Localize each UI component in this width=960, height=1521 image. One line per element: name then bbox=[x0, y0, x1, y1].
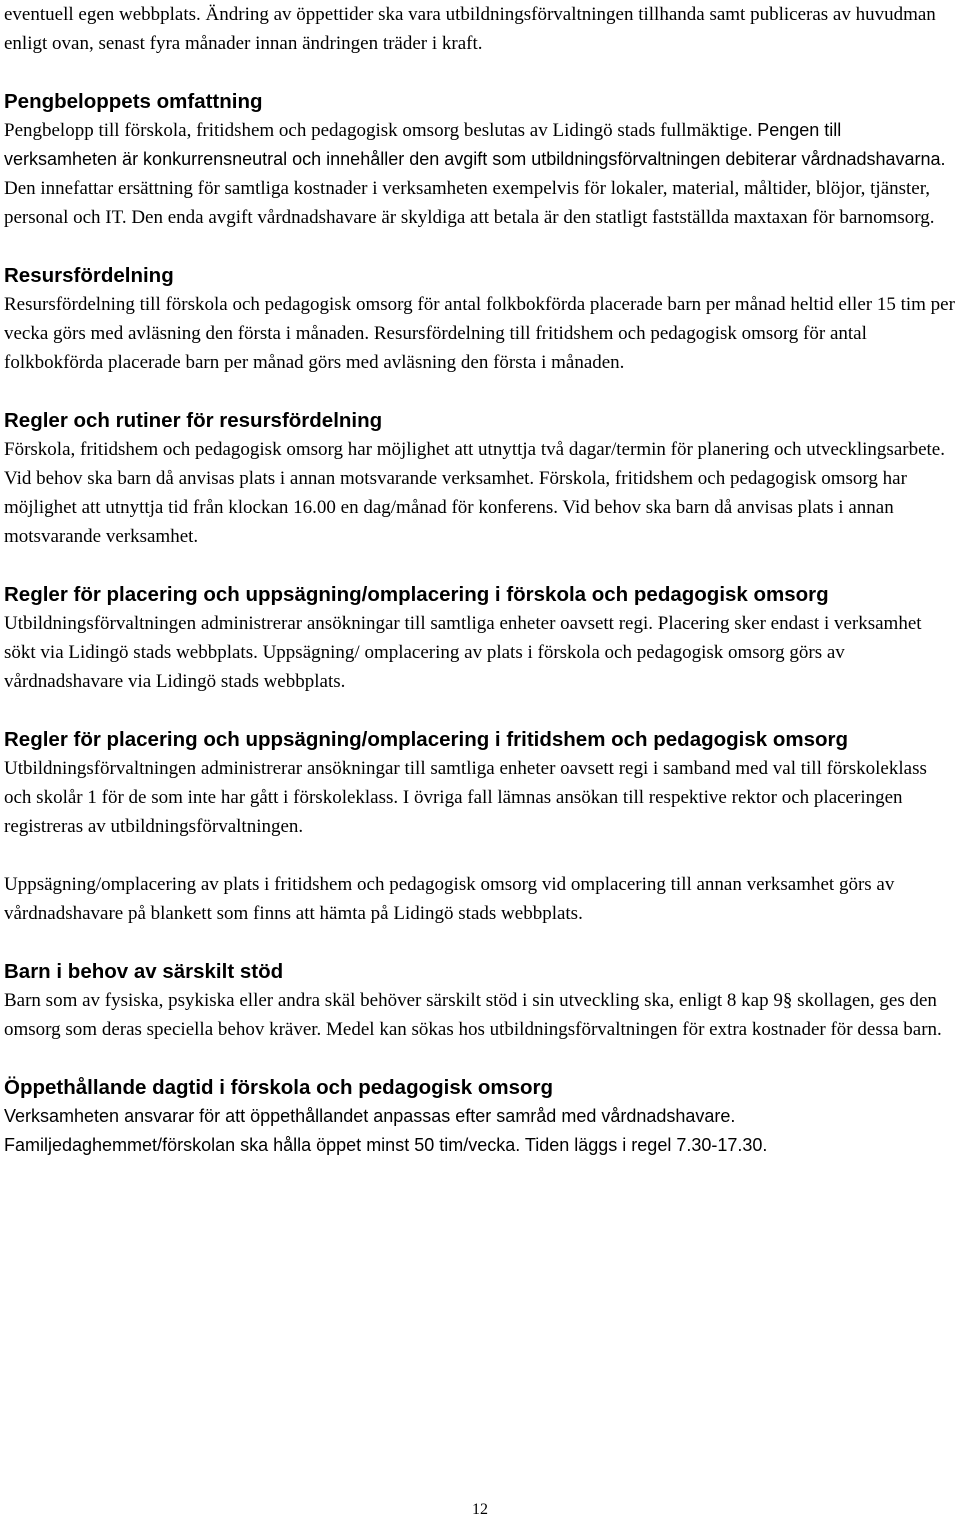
section-paragraph: Verksamheten ansvarar för att öppethållandet anpassas efter samråd med vårdnadshavare. Familjedaghemmet/förskolan ska hålla öppet minst 50 tim/vecka. Tiden läggs i regel 7.30-17.30. bbox=[4, 1106, 768, 1155]
section-heading: Resursfördelning bbox=[4, 264, 174, 287]
section-sarskilt-stod bbox=[4, 957, 956, 1044]
section-paragraph: Resursfördelning till förskola och pedagogisk omsorg för antal folkbokförda placerade barn per månad heltid eller 15 tim per vecka görs med avläsning den första i månaden. Resursfördelning till fritidshem och pedagogisk omsorg för antal folkbokförda placerade barn per månad görs med avläsning den första i månaden. bbox=[4, 294, 955, 373]
section-heading: Regler och rutiner för resursfördelning bbox=[4, 409, 383, 432]
paragraph-sentence: Den innefattar ersättning för samtliga kostnader i verksamheten exempelvis för lokaler, material, måltider, blöjor, tjänster, personal och IT. Den enda avgift vårdnadshavare är skyldiga att betala är den statligt fastställda maxtaxan för barnomsorg. bbox=[4, 178, 935, 228]
intro-paragraph: eventuell egen webbplats. Ändring av öppettider ska vara utbildningsförvaltningen tillhanda samt publiceras av huvudman enligt ovan, senast fyra månader innan ändringen träder i kraft. bbox=[4, 4, 936, 54]
section-paragraph: Förskola, fritidshem och pedagogisk omsorg har möjlighet att utnyttja två dagar/termin för planering och utvecklingsarbete. Vid behov ska barn då anvisas plats i annan motsvarande verksamhet. Förskola, fritidshem och pedagogisk omsorg har möjlighet att utnyttja tid från klockan 16.00 en dag/månad för konferens. Vid behov ska barn då anvisas plats i annan motsvarande verksamhet. bbox=[4, 439, 945, 547]
section-heading: Barn i behov av särskilt stöd bbox=[4, 960, 284, 983]
section-pengbelopp bbox=[4, 87, 956, 232]
section-placering-fritidshem bbox=[4, 725, 956, 928]
section-paragraph bbox=[4, 116, 956, 232]
section-placering-forskola bbox=[4, 580, 956, 696]
section-paragraph: Utbildningsförvaltningen administrerar ansökningar till samtliga enheter oavsett regi i samband med val till förskoleklass och skolår 1 för de som inte har gått i förskoleklass. I övriga fall lämnas ansökan till respektive rektor och placeringen registreras av utbildningsförvaltningen. bbox=[4, 758, 927, 837]
section-heading: Öppethållande dagtid i förskola och pedagogisk omsorg bbox=[4, 1076, 554, 1099]
section-resursfordelning bbox=[4, 261, 956, 377]
document-page bbox=[4, 0, 956, 1160]
section-heading: Pengbeloppets omfattning bbox=[4, 90, 263, 113]
section-paragraph: Utbildningsförvaltningen administrerar ansökningar till samtliga enheter oavsett regi. Placering sker endast i verksamhet sökt via Lidingö stads webbplats. Uppsägning/ omplacering av plats i förskola och pedagogisk omsorg görs av vårdnadshavare via Lidingö stads webbplats. bbox=[4, 613, 922, 692]
section-heading: Regler för placering och uppsägning/omplacering i förskola och pedagogisk omsorg bbox=[4, 583, 829, 606]
section-paragraph: Barn som av fysiska, psykiska eller andra skäl behöver särskilt stöd i sin utveckling ska, enligt 8 kap 9§ skollagen, ges den omsorg som deras speciella behov kräver. Medel kan sökas hos utbildningsförvaltningen för extra kostnader för dessa barn. bbox=[4, 990, 942, 1040]
section-oppethallande bbox=[4, 1073, 956, 1160]
section-heading: Regler för placering och uppsägning/omplacering i fritidshem och pedagogisk omsorg bbox=[4, 728, 849, 751]
section-regler-resursfordelning bbox=[4, 406, 956, 551]
page-number: 12 bbox=[472, 1501, 488, 1518]
section-paragraph: Uppsägning/omplacering av plats i fritidshem och pedagogisk omsorg vid omplacering till annan verksamhet görs av vårdnadshavare på blankett som finns att hämta på Lidingö stads webbplats. bbox=[4, 874, 895, 924]
paragraph-sentence: Pengen till verksamheten är konkurrensneutral och innehåller den avgift som utbildningsförvaltningen debiterar vårdnadshavarna. bbox=[4, 120, 946, 169]
paragraph-sentence: Pengbelopp till förskola, fritidshem och pedagogisk omsorg beslutas av Lidingö stads fullmäktige. bbox=[4, 120, 758, 141]
